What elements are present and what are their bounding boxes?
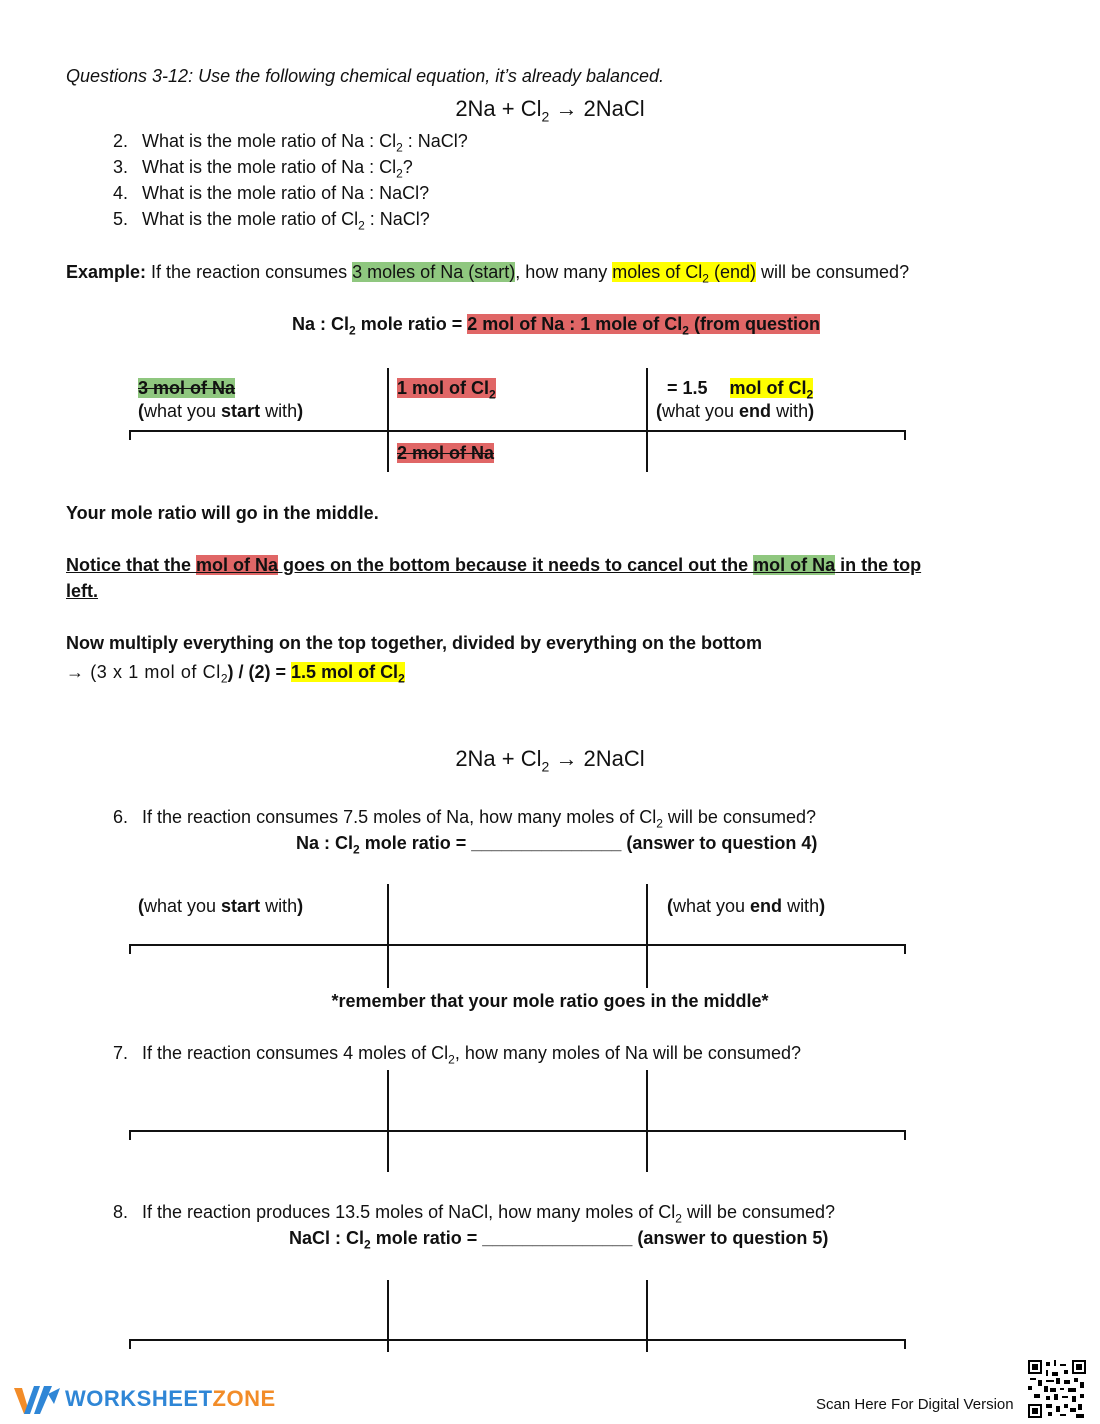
example-ratio: Na : $Cl_2$ mole ratio = 2 mol of Na : 1 mole of $Cl_2$ (from question bbox=[292, 314, 820, 338]
instructions: Questions 3-12: Use the following chemical equation, it’s already balanced. bbox=[66, 66, 665, 86]
note-middle: Your mole ratio will go in the middle. bbox=[66, 503, 379, 523]
logo-w-icon bbox=[14, 1382, 60, 1416]
question-3: 3. What is the mole ratio of Na : $Cl_2$? bbox=[112, 157, 413, 181]
q6-start-note: (what you start with) bbox=[138, 896, 304, 916]
note-multiply: Now multiply everything on the top together, divided by everything on the bottom bbox=[66, 633, 763, 653]
grid-bottom-middle: 2 mol of Na bbox=[397, 443, 495, 463]
end-highlight: moles of $Cl_2$ (end) bbox=[612, 262, 756, 286]
grid-top-right: = 1.5 mol of $Cl_2$ bbox=[667, 378, 814, 402]
reminder: *remember that your mole ratio goes in the middle* bbox=[331, 991, 769, 1011]
grid-end-note: (what you end with) bbox=[656, 401, 815, 421]
question-7: 7. If the reaction consumes 4 moles of $Cl_2$, how many moles of Na will be consumed? bbox=[112, 1043, 801, 1067]
balanced-equation-2: $2Na + Cl_2$ → 2NaCl bbox=[455, 746, 645, 775]
example-line: Example: If the reaction consumes 3 moles of Na (start), how many moles of $Cl_2$ (end) will be consumed? bbox=[66, 262, 910, 286]
question-6-ratio: Na : $Cl_2$ mole ratio = _______________ (answer to question 4) bbox=[296, 833, 818, 857]
grid-top-middle: 1 mol of $Cl_2$ bbox=[397, 378, 496, 402]
worksheetzone-logo[interactable]: WORKSHEETZONE bbox=[14, 1382, 276, 1416]
grid-top-left: 3 mol of Na bbox=[138, 378, 236, 398]
q6-end-note: (what you end with) bbox=[667, 896, 826, 916]
question-8: 8. If the reaction produces 13.5 moles of NaCl, how many moles of $Cl_2$ will be consumed? bbox=[112, 1202, 836, 1226]
note-calculation: → (3 x 1 mol of $Cl_2) / (2) = 1.5$ mol of $Cl_2$ bbox=[66, 662, 405, 686]
balanced-equation: $2Na + Cl_2$ → 2NaCl bbox=[455, 96, 645, 125]
grid-start-note: (what you start with) bbox=[138, 401, 304, 421]
note-notice-cont: left. bbox=[66, 581, 99, 601]
question-6: 6. If the reaction consumes 7.5 moles of Na, how many moles of $Cl_2$ will be consumed? bbox=[112, 807, 817, 831]
question-5: 5. What is the mole ratio of $Cl_2$ : NaCl? bbox=[112, 209, 430, 233]
qr-code-icon[interactable] bbox=[1028, 1360, 1086, 1423]
question-8-ratio: NaCl : $Cl_2$ mole ratio = _______________ (answer to question 5) bbox=[289, 1228, 829, 1252]
question-2: 2. What is the mole ratio of Na : $Cl_2$ : NaCl? bbox=[112, 131, 468, 155]
note-notice: Notice that the mol of Na goes on the bottom because it needs to cancel out the mol of Na in the top bbox=[66, 555, 922, 575]
start-highlight: 3 moles of Na (start) bbox=[352, 262, 516, 282]
question-4: 4. What is the mole ratio of Na : NaCl? bbox=[112, 183, 430, 203]
scan-text: Scan Here For Digital Version bbox=[816, 1396, 1014, 1413]
